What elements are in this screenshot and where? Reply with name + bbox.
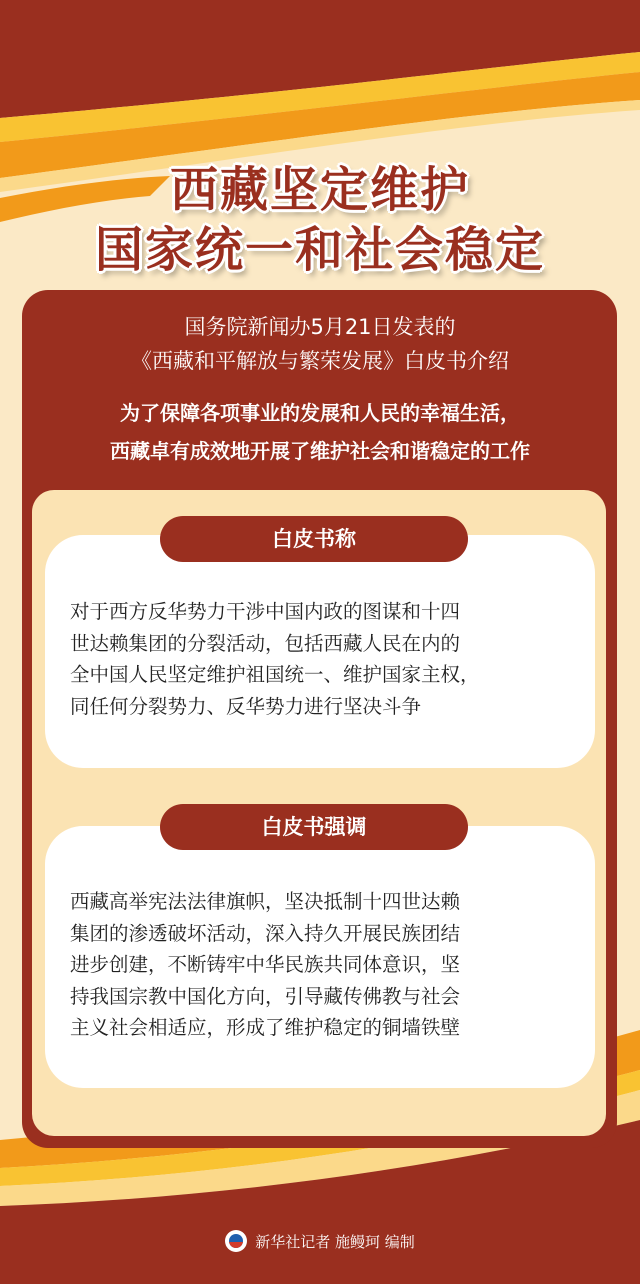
section2-line: 主义社会相适应，形成了维护稳定的铜墙铁壁 (70, 1016, 461, 1039)
section1-heading: 白皮书称 (160, 516, 468, 562)
section2-line: 持我国宗教中国化方向，引导藏传佛教与社会 (70, 984, 461, 1008)
main-title-line2: 国家统一和社会稳定 (94, 222, 545, 278)
intro-line2: 《西藏和平解放与繁荣发展》白皮书介绍 (131, 349, 509, 373)
footer-credit: 新华社记者 施鳗珂 编制 (255, 1232, 415, 1251)
section1-line: 世达赖集团的分裂活动，包括西藏人民在内的 (70, 631, 461, 655)
section1-text (70, 596, 590, 722)
section1-line: 同任何分裂势力、反华势力进行坚决斗争 (70, 694, 422, 718)
xinhua-logo-icon (225, 1230, 247, 1252)
highlight-line2: 西藏卓有成效地开展了维护社会和谐稳定的工作 (110, 439, 530, 463)
section2-heading: 白皮书强调 (160, 804, 468, 850)
highlight-line1: 为了保障各项事业的发展和人民的幸福生活， (120, 401, 520, 425)
main-title-line1: 西藏坚定维护 (169, 162, 470, 218)
section2-text (70, 886, 590, 1044)
intro-line1: 国务院新闻办5月21日发表的 (184, 315, 456, 339)
section2-line: 西藏高举宪法法律旗帜，坚决抵制十四世达赖 (70, 890, 461, 913)
section2-line: 进步创建，不断铸牢中华民族共同体意识，坚 (70, 953, 461, 976)
section1-line: 对于西方反华势力干涉中国内政的图谋和十四 (70, 600, 461, 623)
footer (0, 1226, 640, 1256)
section2-line: 集团的渗透破坏活动，深入持久开展民族团结 (70, 921, 461, 945)
section1-line: 全中国人民坚定维护祖国统一、维护国家主权， (70, 663, 480, 686)
